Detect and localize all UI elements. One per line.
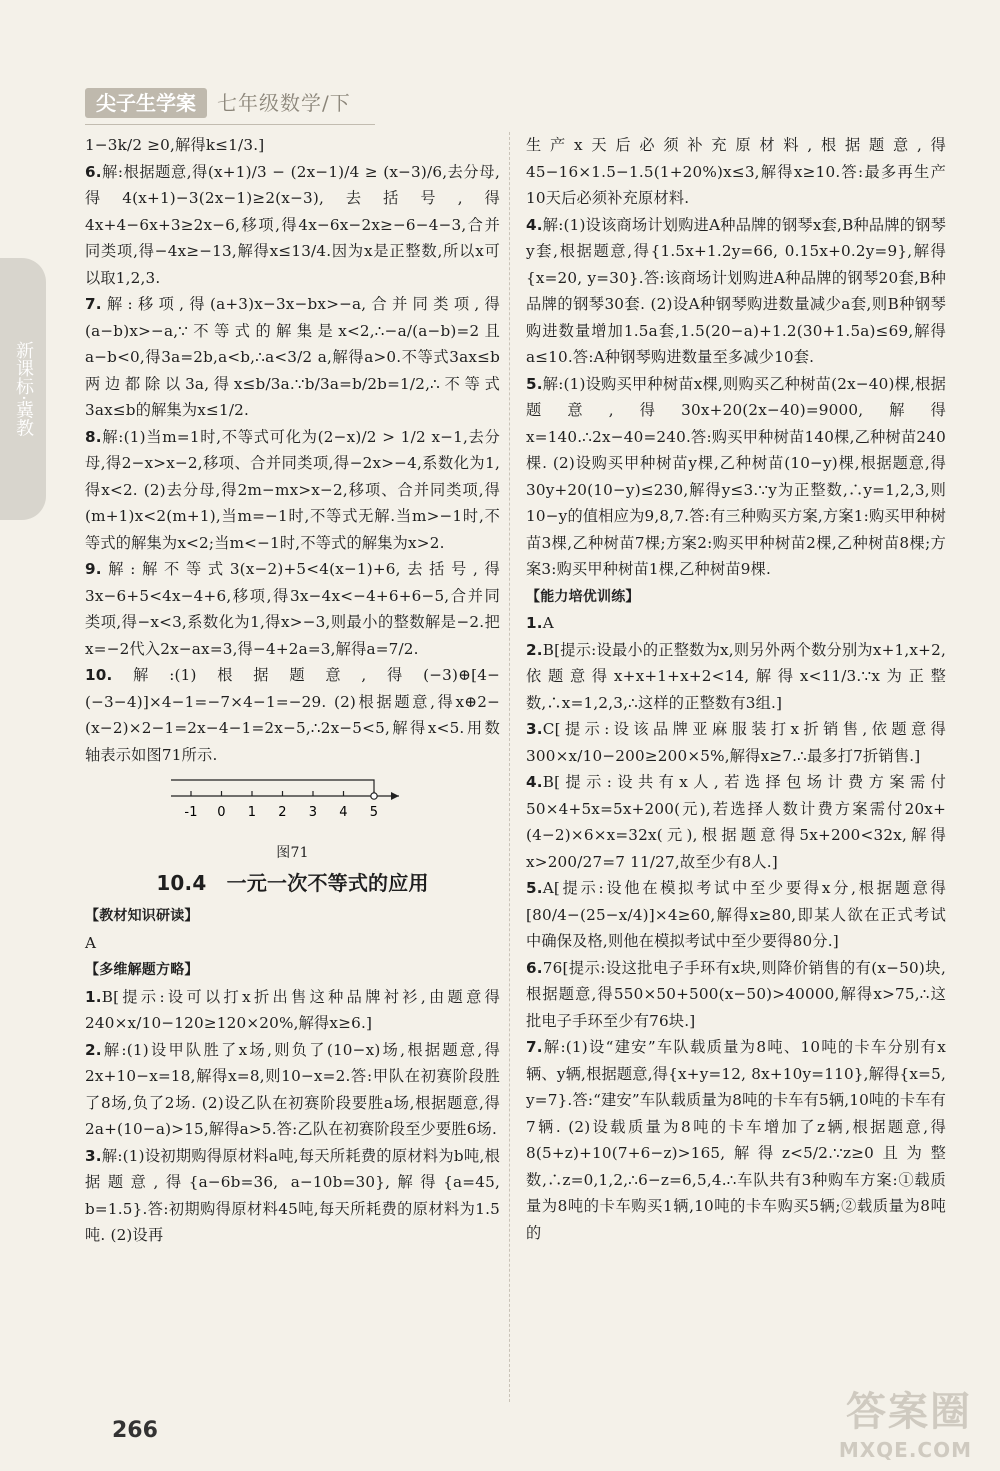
answer-text: 解:(1)设“建安”车队载质量为8吨、10吨的卡车分别有x辆、y辆,根据题意,得{x+y=12, 8x+10y=110},解得{x=5, y=7}.答:“建安”车队载质量为8吨的卡车有5辆,10吨的卡车有7辆. (2)设载质量为8吨的卡车增加了z辆,根据题意,得8(5+z)+10(7+6−z)>165,解得z<5/2.∵z≥0且为整数,∴z=0,1,2,∴6−z=6,5,4.∴车队共有3种购车方案:①载质量为8吨的卡车购买1辆,10吨的卡车购买5辆;②载质量为8吨的 — [526, 1038, 946, 1242]
answer-paragraph — [85, 556, 500, 662]
answer-paragraph — [85, 930, 500, 957]
section-tag: 【教材知识研读】 — [85, 908, 199, 924]
number-line-figure — [85, 774, 500, 862]
answer-paragraph — [526, 371, 946, 583]
answer-paragraph — [85, 132, 500, 159]
answer-text: A[提示:设他在模拟考试中至少要得x分,根据题意得[80/4−(25−x/4)]×4≥60,解得x≥80,即某人欲在正式考试中确保及格,则他在模拟考试中至少要得80分.] — [526, 879, 946, 950]
question-number: 7. — [526, 1038, 543, 1056]
axis-arrow-icon — [391, 792, 399, 800]
figure-caption: 图71 — [276, 845, 309, 861]
answer-paragraph — [526, 583, 946, 611]
answer-text: A — [542, 614, 554, 632]
watermark-bottom-text: MXQE.COM — [838, 1438, 972, 1462]
header-rule — [85, 124, 375, 125]
answer-text: A — [85, 933, 97, 952]
answer-paragraph — [85, 902, 500, 930]
number-line-tick-label: 5 — [369, 805, 379, 820]
question-number: 1. — [85, 987, 102, 1006]
answer-text: 解:根据题意,得(x+1)/3 − (2x−1)/4 ≥ (x−3)/6,去分母,得4(x+1)−3(2x−1)≥2(x−3),去括号,得4x+4−6x+3≥2x−6,移项,得4x−6x−2x≥−6−4−3,合并同类项,得−4x≥−13,解得x≤13/4.因为x是正整数,所以x可以取1,2,3. — [85, 162, 500, 287]
number-line-tick-label: 3 — [308, 805, 318, 820]
number-line-tick-label: 1 — [247, 805, 257, 820]
question-number: 5. — [526, 374, 543, 393]
edition-side-tab: 新课标·冀教 — [0, 258, 46, 520]
number-line-tick-label: -1 — [184, 805, 198, 820]
watermark-top-text: 答案圈 — [846, 1389, 972, 1435]
answer-paragraph — [526, 1034, 946, 1246]
answer-paragraph — [85, 984, 500, 1037]
answer-text: B[提示:设可以打x折出售这种品牌衬衫,由题意得240×x/10−120≥120×20%,解得x≥6.] — [85, 987, 500, 1032]
book-brand: 尖子生学案 — [85, 88, 207, 118]
right-column — [526, 132, 946, 1246]
watermark-logo — [782, 1387, 982, 1465]
answer-paragraph — [526, 716, 946, 769]
answer-paragraph — [526, 769, 946, 875]
answer-text: 解:(1)设该商场计划购进A种品牌的钢琴x套,B种品牌的钢琴y套,根据题意,得{1.5x+1.2y=66, 0.15x+0.2y=9},解得{x=20, y=30}.答:该商场计划购进A种品牌的钢琴20套,B种品牌的钢琴30套. (2)设A种钢琴购进数量减少a套,则B种钢琴购进数量增加1.5a套,1.5(20−a)+1.2(30+1.5a)≤69,解得a≤10.答:A种钢琴购进数量至多减少10套. — [526, 215, 946, 366]
answer-text: 解:(1)设购买甲种树苗x棵,则购买乙种树苗(2x−40)棵,根据题意,得30x+20(2x−40)=9000,解得x=140.∴2x−40=240.答:购买甲种树苗140棵,乙种树苗240棵. (2)设购买甲种树苗y棵,乙种树苗(10−y)棵,根据题意,得30y+20(10−y)≤230,解得y≤3.∵y为正整数,∴y=1,2,3,则10−y的值相应为9,8,7.答:有三种购买方案,方案1:购买甲种树苗3棵,乙种树苗7棵;方案2:购买甲种树苗2棵,乙种树苗8棵;方案3:购买甲种树苗1棵,乙种树苗9棵. — [526, 374, 946, 578]
answer-text: 76[提示:设这批电子手环有x块,则降价销售的有(x−50)块,根据题意,得550×50+500(x−50)>40000,解得x>75,∴这批电子手环至少有76块.] — [526, 958, 946, 1030]
answer-paragraph — [526, 875, 946, 955]
left-column — [85, 132, 500, 1249]
answer-text: C[提示:设该品牌亚麻服装打x折销售,依题意得300×x/10−200≥200×5%,解得x≥7.∴最多打7折销售.] — [526, 720, 946, 765]
number-line-svg — [163, 774, 413, 834]
question-number: 3. — [526, 720, 543, 738]
answer-paragraph — [85, 424, 500, 557]
answer-text: 解:移项,得(a+3)x−3x−bx>−a,合并同类项,得(a−b)x>−a,∵不等式的解集是x<2,∴−a/(a−b)=2且a−b<0,得3a=2b,a<b,∴a<3/2 a,解得a>0.不等式3ax≤b两边都除以3a,得x≤b/3a.∵b/3a=b/2b=1/2,∴不等式3ax≤b的解集为x≤1/2. — [85, 295, 500, 419]
answer-text: 1−3k/2 ≥0,解得k≤1/3.] — [85, 136, 265, 154]
answer-text: 解:解不等式3(x−2)+5<4(x−1)+6,去括号,得3x−6+5<4x−4+6,移项,得3x−4x<−4+6+6−5,合并同类项,得−x<3,系数化为1,得x>−3,则最小的整数解是−2.把x=−2代入2x−ax=3,得−4+2a=3,解得a=7/2. — [85, 560, 500, 658]
question-number: 9. — [85, 560, 102, 578]
answer-paragraph — [526, 132, 946, 212]
answer-paragraph — [85, 291, 500, 424]
answer-text: 解:(1)设初期购得原材料a吨,每天所耗费的原材料为b吨,根据题意,得{a−6b=36, a−10b=30},解得{a=45, b=1.5}.答:初期购得原材料45吨,每天所耗费的原材料为1.5吨. (2)设再 — [85, 1146, 500, 1244]
answer-text: B[提示:设共有x人,若选择包场计费方案需付50×4+5x=5x+200(元),若选择人数计费方案需付20x+(4−2)×6×x=32x(元),根据题意得5x+200<32x,解得x>200/27=7 11/27,故至少有8人.] — [526, 773, 946, 871]
question-number: 6. — [85, 162, 102, 181]
answer-text: 解:(1)当m=1时,不等式可化为(2−x)/2 > 1/2 x−1,去分母,得2−x>x−2,移项、合并同类项,得−2x>−4,系数化为1,得x<2. (2)去分母,得2m−mx>x−2,移项、合并同类项,得(m+1)x<2(m+1),当m=−1时,不等式无解.当m>−1时,不等式的解集为x<2;当m<−1时,不等式的解集为x>2. — [85, 427, 500, 552]
number-line-tick-label: 0 — [217, 805, 226, 820]
answer-paragraph — [85, 159, 500, 292]
answer-paragraph — [85, 1143, 500, 1249]
answer-paragraph — [85, 1037, 500, 1143]
section-title: 10.4 一元一次不等式的应用 — [156, 871, 429, 895]
section-tag: 【能力培优训练】 — [526, 588, 640, 605]
question-number: 7. — [85, 295, 102, 313]
open-point-marker — [371, 793, 377, 799]
question-number: 2. — [526, 640, 543, 659]
answer-paragraph — [526, 610, 946, 637]
question-number: 2. — [85, 1040, 102, 1059]
book-subject: 七年级数学/下 — [217, 91, 351, 115]
answer-paragraph — [526, 637, 946, 717]
section-tag: 【多维解题方略】 — [85, 962, 199, 978]
answer-text: 解:(1)设甲队胜了x场,则负了(10−x)场,根据题意,得2x+10−x=18,解得x=8,则10−x=2.答:甲队在初赛阶段胜了8场,负了2场. (2)设乙队在初赛阶段要胜a场,根据题意,得2a+(10−a)>15,解得a>5.答:乙队在初赛阶段至少要胜6场. — [85, 1040, 500, 1138]
answer-text: 解:(1)根据题意,得(−3)⊕[4−(−3−4)]×4−1=−7×4−1=−29. (2)根据题意,得x⊕2−(x−2)×2−1=2x−4−1=2x−5,∴2x−5<5,解得x<5.用数轴表示如图71所示. — [85, 666, 500, 764]
page-number: 266 — [112, 1418, 158, 1443]
question-number: 8. — [85, 427, 102, 446]
answer-paragraph — [526, 955, 946, 1035]
question-number: 4. — [526, 215, 543, 234]
question-number: 3. — [85, 1146, 102, 1165]
answer-text: B[提示:设最小的正整数为x,则另外两个数分别为x+1,x+2,依题意得x+x+1+x+2<14,解得x<11/3.∵x为正整数,∴x=1,2,3,∴这样的正整数有3组.] — [526, 640, 946, 712]
answer-paragraph — [85, 956, 500, 984]
answer-paragraph — [85, 662, 500, 768]
answer-text: 生产x天后必须补充原材料,根据题意,得45−16×1.5−1.5(1+20%)x≤3,解得x≥10.答:最多再生产10天后必须补充原材料. — [526, 136, 946, 207]
question-number: 1. — [526, 614, 543, 632]
question-number: 6. — [526, 958, 543, 977]
question-number: 5. — [526, 879, 543, 897]
number-line-tick-label: 4 — [339, 805, 348, 820]
question-number: 10. — [85, 666, 113, 684]
column-divider — [509, 132, 510, 1402]
question-number: 4. — [526, 773, 543, 791]
answer-paragraph — [526, 212, 946, 371]
number-line-tick-label: 2 — [278, 805, 287, 820]
